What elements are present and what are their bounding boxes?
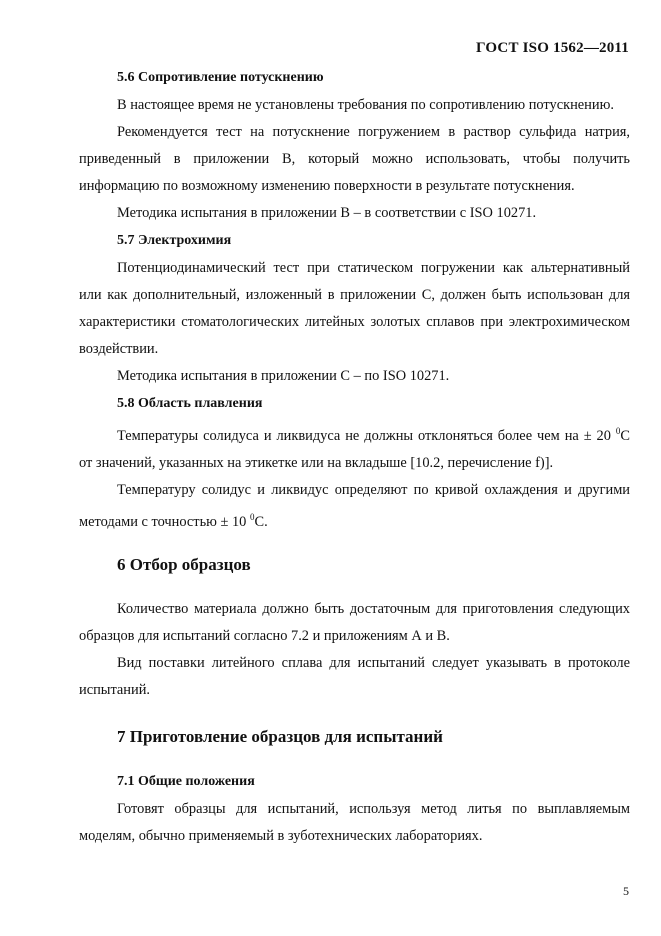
page-content bbox=[79, 68, 630, 850]
degree-superscript: 0 bbox=[615, 426, 621, 436]
page-number: 5 bbox=[623, 884, 629, 898]
section-5-8-p1-text-b: С от значений, указанных на этикетке или на вкладыше [10.2, перечисление f)]. bbox=[79, 427, 630, 471]
section-5-7-paragraph-1: Потенциодинамический тест при статическом погружении как альтернативный или как дополнительный, изложенный в приложении С, должен быть использован для характеристики стоматологических литейных золотых сплавов при электрохимическом воздействии. bbox=[79, 260, 630, 357]
section-6-title: 6 Отбор образцов bbox=[117, 554, 251, 574]
section-5-7-title: 5.7 Электрохимия bbox=[117, 233, 232, 248]
section-7-1-title: 7.1 Общие положения bbox=[117, 773, 255, 789]
section-5-8-p2-text-a: Температуру солидус и ликвидус определяют по кривой охлаждения и другими методами с точностью ± 10 bbox=[79, 481, 630, 530]
section-5-6-title: 5.6 Сопротивление потускнению bbox=[117, 70, 324, 85]
section-5-6-paragraph-1: В настоящее время не установлены требования по сопротивлению потускнению. bbox=[117, 97, 614, 113]
section-5-6-paragraph-3: Методика испытания в приложении В – в соответствии с ISO 10271. bbox=[117, 205, 537, 221]
section-5-8-p1-text-a: Температуры солидуса и ликвидуса не должны отклоняться более чем на ± 20 bbox=[117, 427, 616, 444]
section-5-8-paragraph-2 bbox=[79, 477, 630, 536]
section-7-title: 7 Приготовление образцов для испытаний bbox=[117, 726, 443, 746]
section-5-8-paragraph-1 bbox=[79, 418, 630, 477]
section-6-paragraph-1: Количество материала должно быть достаточным для приготовления следующих образцов для испытаний согласно 7.2 и приложениям А и В. bbox=[79, 600, 630, 644]
standard-header: ГОСТ ISO 1562—2011 bbox=[476, 40, 629, 56]
section-6-paragraph-2: Вид поставки литейного сплава для испытаний следует указывать в протоколе испытаний. bbox=[79, 654, 630, 698]
section-7-1-paragraph-1: Готовят образцы для испытаний, используя метод литья по выплавляемым моделям, обычно применяемый в зуботехнических лабораториях. bbox=[79, 800, 630, 844]
section-5-8-p2-text-b: С. bbox=[254, 513, 268, 530]
degree-superscript: 0 bbox=[249, 511, 255, 522]
section-5-8-title: 5.8 Область плавления bbox=[117, 396, 263, 411]
section-5-6-paragraph-2: Рекомендуется тест на потускнение погружением в раствор сульфида натрия, приведенный в приложении В, который можно использовать, чтобы получить информацию по возможному изменению поверхности в результате потускнения. bbox=[79, 124, 630, 194]
section-5-7-paragraph-2: Методика испытания в приложении С – по ISO 10271. bbox=[117, 368, 450, 384]
